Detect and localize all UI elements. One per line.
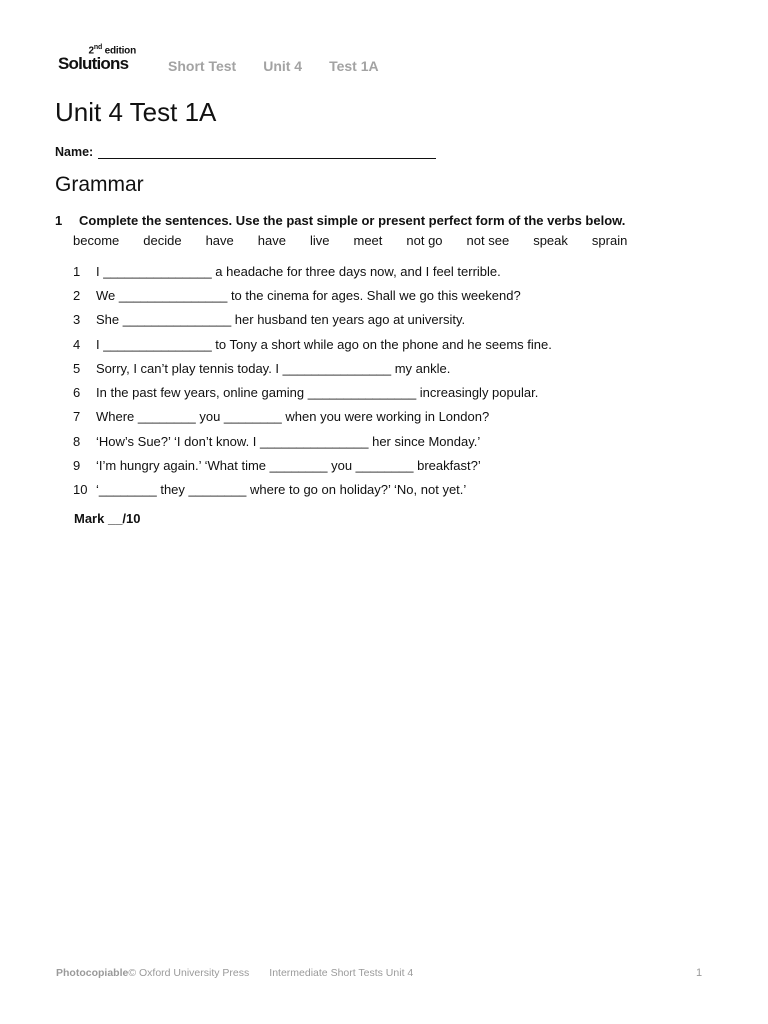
word-box-word: have (257, 233, 286, 248)
crumb-short-test: Short Test (168, 58, 237, 74)
word-box-word: decide (143, 233, 182, 248)
exercise-item (70, 332, 552, 356)
page-footer (56, 967, 413, 979)
instruction-text: Complete the sentences. Use the past simple or present perfect form of the verbs below. (79, 213, 626, 228)
item-number: 4 (73, 336, 81, 352)
section-title: Grammar (55, 173, 144, 196)
item-number: 3 (73, 312, 81, 328)
item-number: 9 (73, 458, 81, 474)
word-box-word: speak (533, 233, 568, 248)
crumb-test: Test 1A (329, 58, 379, 74)
word-box-word: become (73, 233, 120, 248)
name-field[interactable] (98, 146, 436, 159)
name-row (55, 145, 436, 159)
word-box-word: meet (353, 233, 383, 248)
exercise-item (70, 478, 552, 502)
item-number: 6 (73, 385, 81, 401)
breadcrumb (168, 58, 379, 74)
page-header (58, 44, 379, 74)
item-number: 10 (73, 482, 88, 498)
footer-photocopiable: Photocopiable (56, 967, 129, 979)
item-number: 7 (73, 409, 81, 425)
logo-edition: 2nd edition (88, 44, 136, 57)
word-box-word: not go (406, 233, 443, 248)
exercise-item (70, 308, 552, 332)
footer-copyright: © Oxford University Press (128, 967, 250, 979)
solutions-logo (58, 44, 140, 74)
exercise-item (70, 356, 552, 380)
word-box-word: have (205, 233, 234, 248)
item-sentence: I _______________ to Tony a short while ago on the phone and he seems fine. (96, 336, 552, 352)
item-number: 1 (73, 263, 81, 279)
item-number: 2 (73, 287, 81, 303)
page-title: Unit 4 Test 1A (55, 97, 217, 127)
exercise-items (70, 259, 552, 502)
exercise-instruction (55, 213, 625, 228)
item-sentence: Where ________ you ________ when you were working in London? (96, 409, 490, 425)
logo-name: Solutions (58, 54, 129, 73)
exercise-number: 1 (55, 213, 63, 228)
item-sentence: We _______________ to the cinema for ages. Shall we go this weekend? (96, 287, 521, 303)
word-box-word: not see (466, 233, 510, 248)
item-sentence: ‘I’m hungry again.’ ‘What time ________ you ________ breakfast?’ (96, 458, 481, 474)
item-sentence: I _______________ a headache for three days now, and I feel terrible. (96, 263, 501, 279)
item-sentence: ‘________ they ________ where to go on holiday?’ ‘No, not yet.’ (96, 482, 467, 498)
crumb-unit: Unit 4 (263, 58, 303, 74)
exercise-item (70, 429, 552, 453)
word-box (73, 233, 627, 248)
name-label: Name: (55, 145, 94, 159)
item-sentence: In the past few years, online gaming _______________ increasingly popular. (96, 385, 539, 401)
exercise-item (70, 405, 552, 429)
exercise-item (70, 259, 552, 283)
item-sentence: ‘How’s Sue?’ ‘I don’t know. I _______________ her since Monday.’ (96, 433, 481, 449)
item-sentence: Sorry, I can’t play tennis today. I _______________ my ankle. (96, 360, 451, 376)
word-box-word: sprain (591, 233, 628, 248)
item-number: 5 (73, 360, 81, 376)
item-sentence: She _______________ her husband ten years ago at university. (96, 312, 466, 328)
mark-label: Mark __/10 (74, 511, 141, 526)
word-box-word: live (309, 233, 330, 248)
exercise-item (70, 453, 552, 477)
footer-book-title: Intermediate Short Tests Unit 4 (269, 967, 414, 979)
item-number: 8 (73, 433, 81, 449)
exercise-item (70, 283, 552, 307)
page-number: 1 (696, 967, 703, 979)
exercise-item (70, 380, 552, 404)
